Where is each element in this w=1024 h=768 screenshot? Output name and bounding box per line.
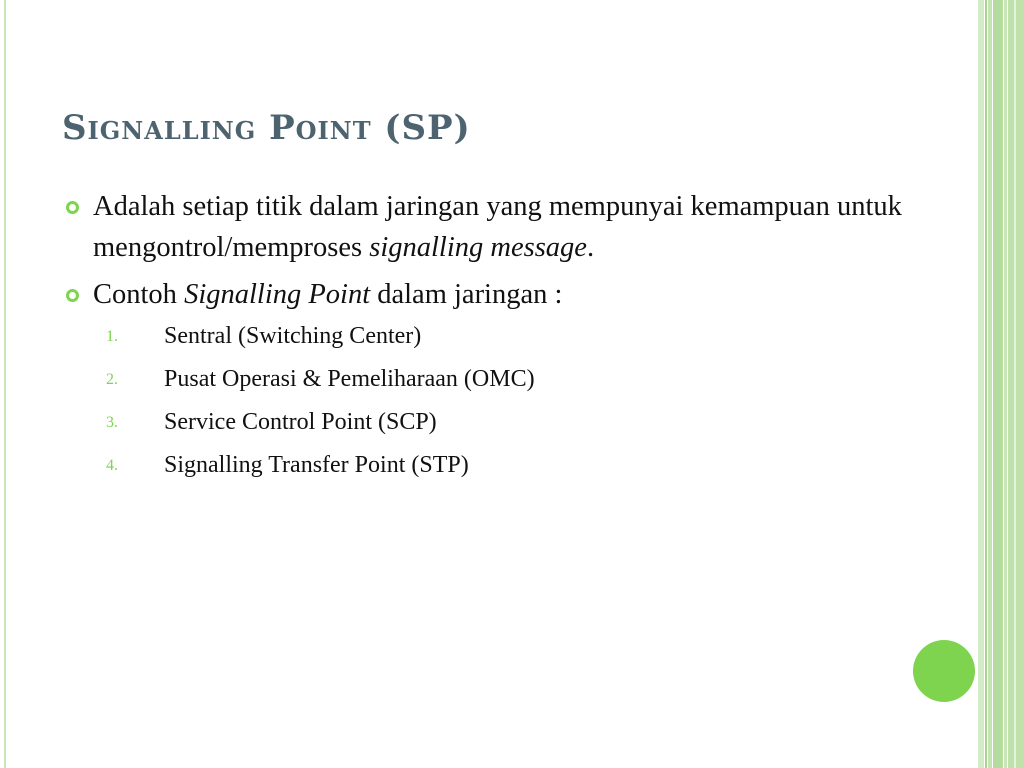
left-border-line (4, 0, 6, 768)
ring-bullet-icon (66, 201, 79, 214)
right-border-stripe (1008, 0, 1024, 768)
right-border-stripe (993, 0, 1003, 768)
number-marker: 2. (106, 371, 118, 388)
bullet-italic-text: signalling message (369, 232, 587, 263)
right-border-stripe (1004, 0, 1007, 768)
bullet-item (66, 274, 916, 487)
right-border-stripe (988, 0, 992, 768)
numbered-item-text: Sentral (Switching Center) (164, 323, 422, 349)
number-marker: 3. (106, 414, 118, 431)
bullet-text: Adalah setiap titik dalam jaringan yang mempunyai kemampuan untuk mengontrol/memproses (93, 191, 902, 263)
numbered-item-text: Pusat Operasi & Pemeliharaan (OMC) (164, 366, 535, 392)
bullet-item (66, 186, 916, 268)
bullet-text: Contoh (93, 279, 185, 310)
green-circle-icon (913, 640, 975, 702)
right-border-stripe (1014, 0, 1016, 768)
ring-bullet-icon (66, 289, 79, 302)
slide-title: Signalling Point (SP) (62, 108, 471, 148)
numbered-item (66, 444, 889, 487)
numbered-item (66, 358, 889, 401)
numbered-list (66, 315, 889, 487)
numbered-item (66, 315, 889, 358)
numbered-item (66, 401, 889, 444)
bullet-list (66, 186, 916, 493)
right-border-stripe (985, 0, 987, 768)
numbered-item-text: Signalling Transfer Point (STP) (164, 452, 469, 478)
number-marker: 4. (106, 457, 118, 474)
number-marker: 1. (106, 328, 118, 345)
right-border-stripe (978, 0, 984, 768)
numbered-item-text: Service Control Point (SCP) (164, 409, 437, 435)
bullet-text-end: . (586, 232, 595, 263)
bullet-italic-text: Signalling Point (184, 279, 371, 310)
bullet-text-end: dalam jaringan : (370, 279, 563, 310)
